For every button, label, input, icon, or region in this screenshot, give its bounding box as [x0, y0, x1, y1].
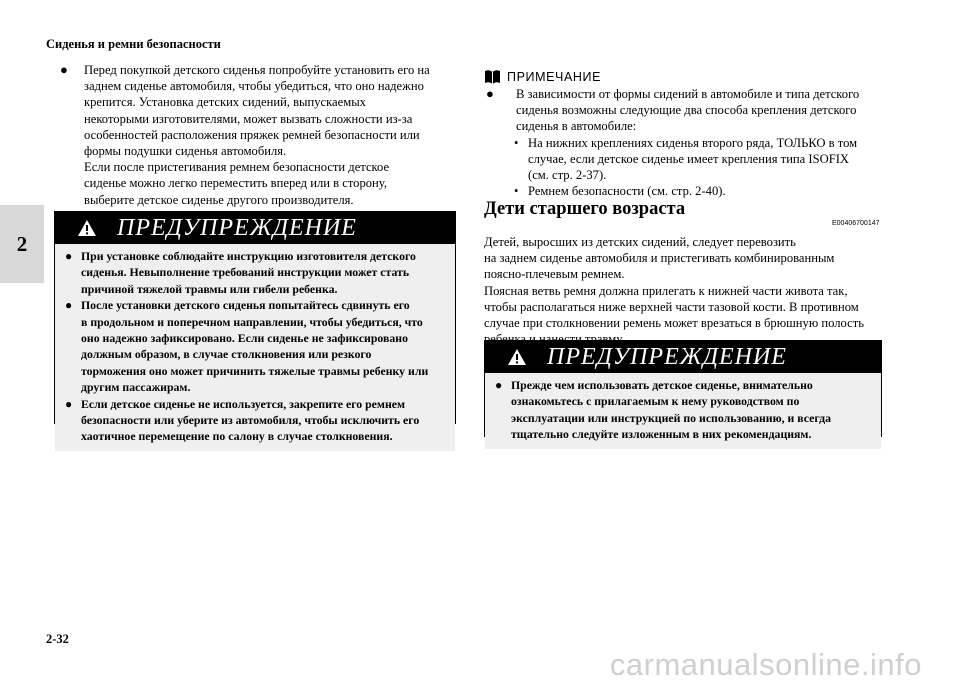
page-number: 2-32: [46, 632, 69, 646]
text-line: После установки детского сиденья попытайтесь сдвинуть его: [81, 298, 410, 313]
warning-triangle-icon: [507, 348, 527, 366]
text-line: Поясная ветвь ремня должна прилегать к нижней части живота так,: [484, 283, 848, 298]
sub-bullet-icon: •: [514, 135, 519, 150]
watermark: carmanualsonline.info: [609, 647, 922, 682]
text-line: заднем сиденье автомобиля, чтобы убедиться, что оно надежно: [84, 79, 424, 94]
text-line: хаотичное перемещение по салону в случае столкновения.: [81, 429, 393, 444]
note-block: [484, 68, 884, 199]
text-line: сиденья в автомобиле:: [516, 119, 637, 134]
text-line: Если после пристегивания ремнем безопасности детское: [84, 160, 390, 175]
warning-box-right: [484, 340, 882, 442]
text-line: тщательно следуйте изложенным в них рекомендациям.: [511, 427, 812, 442]
warning-item: [65, 396, 445, 445]
text-line: другим пассажирам.: [81, 380, 191, 395]
text-line: особенностей расположения пряжек ремней безопасности или: [84, 127, 420, 142]
text-line: поясно-плечевым ремнем.: [484, 267, 625, 282]
warning-body: [55, 244, 455, 451]
text-line: Ремнем безопасности (см. стр. 2-40).: [528, 184, 726, 199]
text-line: На нижних креплениях сиденья второго ряда, ТОЛЬКО в том: [528, 135, 858, 150]
chapter-tab: [0, 205, 44, 283]
warning-body: [485, 373, 881, 449]
warning-header: [55, 212, 455, 244]
note-label: ПРИМЕЧАНИЕ: [507, 69, 602, 84]
sub-bullet-icon: •: [514, 184, 519, 199]
text-line: формы подушки сиденья автомобиля.: [84, 144, 287, 159]
text-line: случае, если детское сиденье имеет крепления типа ISOFIX: [528, 151, 849, 166]
intro-text: [84, 62, 456, 208]
text-line: торможения оно может причинить тяжелые травмы ребенку или: [81, 363, 429, 378]
text-line: (см. стр. 2-37).: [528, 168, 607, 183]
chapter-number: 2: [16, 231, 28, 256]
text-line: крепится. Установка детских сидений, выпускаемых: [84, 95, 366, 110]
warning-box-left: [54, 211, 456, 444]
warning-title: ПРЕДУПРЕЖДЕНИЕ: [547, 343, 787, 370]
text-line: на заднем сиденье автомобиля и пристегивать комбинированным: [484, 251, 835, 266]
text-line: Прежде чем использовать детское сиденье, внимательно: [511, 378, 813, 392]
text-line: некоторыми изготовителями, может вызвать сложности из-за: [84, 111, 413, 126]
section-title: Дети старшего возраста: [484, 199, 686, 219]
running-header: Сиденья и ремни безопасности: [46, 37, 221, 51]
text-line: причиной тяжелой травмы или гибели ребенка.: [81, 281, 338, 296]
intro-bullet: [58, 62, 456, 208]
note-book-icon: [484, 69, 501, 85]
text-line: случае при столкновении ремень может врезаться в брюшную полость: [484, 316, 864, 331]
text-line: эксплуатации или инструкцией по использованию, и всегда: [511, 410, 832, 425]
text-line: сиденья возможны следующие два способа крепления детского: [516, 103, 857, 118]
bullet-icon: ●: [60, 62, 68, 77]
warning-item: [65, 248, 445, 297]
bullet-icon: ●: [65, 298, 73, 313]
bullet-icon: ●: [486, 86, 494, 101]
section-code: E00406700147: [832, 220, 880, 227]
text-line: в продольном и поперечном направлении, чтобы убедиться, что: [81, 314, 423, 329]
warning-item: [495, 377, 871, 443]
text-line: чтобы располагаться ниже верхней части тазовой кости. В противном: [484, 299, 859, 314]
text-line: должным образом, в случае столкновения или резкого: [81, 347, 372, 362]
bullet-icon: ●: [65, 396, 73, 411]
warning-item: [65, 297, 445, 395]
text-line: сиденье можно легко переместить вперед или в сторону,: [84, 176, 387, 191]
warning-triangle-icon: [77, 219, 97, 237]
text-line: ознакомьтесь с прилагаемым к нему руководством по: [511, 394, 800, 409]
section-body: [484, 234, 886, 347]
warning-header: [485, 341, 881, 373]
text-line: выберите детское сиденье другого производителя.: [84, 192, 354, 207]
bullet-icon: ●: [65, 249, 73, 263]
text-line: При установке соблюдайте инструкцию изготовителя детского: [81, 249, 416, 263]
text-line: Перед покупкой детского сиденья попробуйте установить его на: [84, 63, 430, 77]
text-line: Детей, выросших из детских сидений, следует перевозить: [484, 235, 796, 249]
text-line: оно надежно зафиксировано. Если сиденье не зафиксировано: [81, 331, 408, 346]
text-line: безопасности или уберите из автомобиля, чтобы исключить его: [81, 413, 420, 428]
bullet-icon: ●: [495, 378, 503, 392]
text-line: Если детское сиденье не используется, закрепите его ремнем: [81, 396, 406, 411]
text-line: сиденья. Невыполнение требований инструкции может стать: [81, 265, 410, 280]
note-sub-item: [514, 135, 884, 184]
warning-title: ПРЕДУПРЕЖДЕНИЕ: [117, 214, 357, 241]
note-sub-item: [514, 183, 884, 199]
text-line: В зависимости от формы сидений в автомобиле и типа детского: [516, 87, 860, 101]
